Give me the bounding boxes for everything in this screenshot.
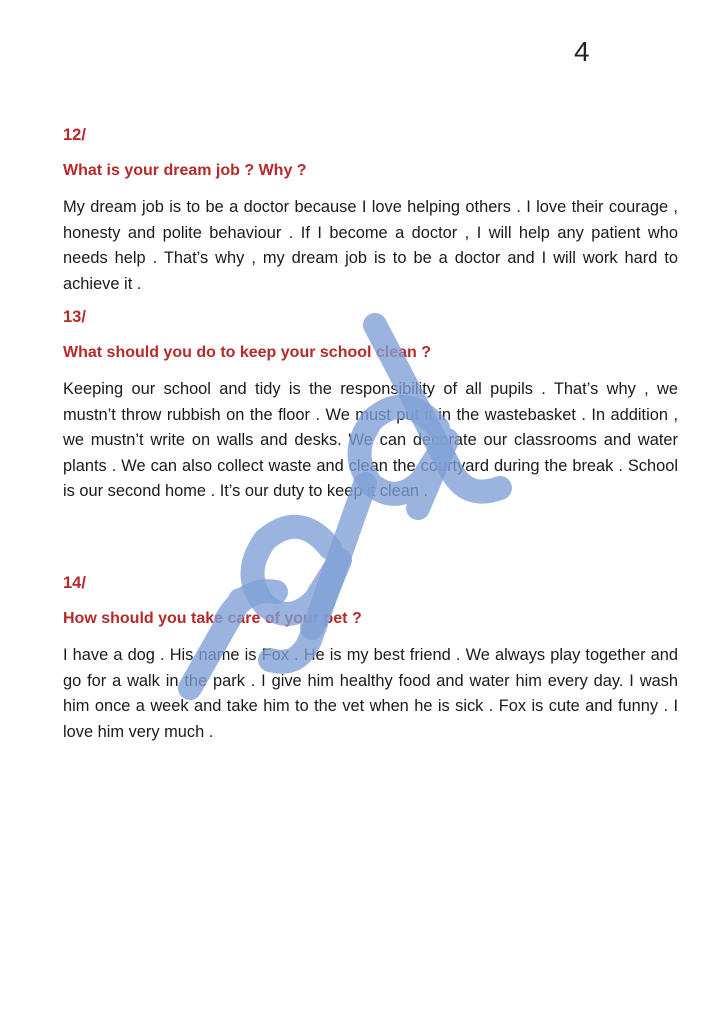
answer-paragraph: Keeping our school and tidy is the responsibility of all pupils . That’s why , we mustn’t throw rubbish on the floor . We must put it in the wastebasket . In addition , we mustn’t write on walls and desks. We can decorate our classrooms and water plants . We can also collect waste and clean the courtyard during the break . School is our second home . It’s our duty to keep it clean . [63, 380, 678, 500]
question-title: What is your dream job ? Why ? [63, 162, 307, 179]
answer-paragraph: My dream job is to be a doctor because I love helping others . I love their courage , honesty and polite behaviour . If I become a doctor , I will help any patient who needs help . That’s why , my dream job is to be a doctor and I will work hard to achieve it . [63, 198, 678, 293]
question-number: 14/ [63, 574, 86, 592]
answer-paragraph: I have a dog . His name is Fox . He is my best friend . We always play together and go for a walk in the park . I give him healthy food and water him every day. I wash him once a week and take him to the vet when he is sick . Fox is cute and funny . I love him very much . [63, 646, 678, 741]
section-13 [63, 307, 678, 505]
question-number: 13/ [63, 308, 86, 326]
section-14 [63, 573, 678, 745]
question-title: What should you do to keep your school clean ? [63, 344, 432, 361]
page-number: 4 [574, 36, 590, 67]
section-12 [63, 125, 678, 297]
question-title: How should you take care of your pet ? [63, 610, 362, 627]
question-number: 12/ [63, 126, 86, 144]
